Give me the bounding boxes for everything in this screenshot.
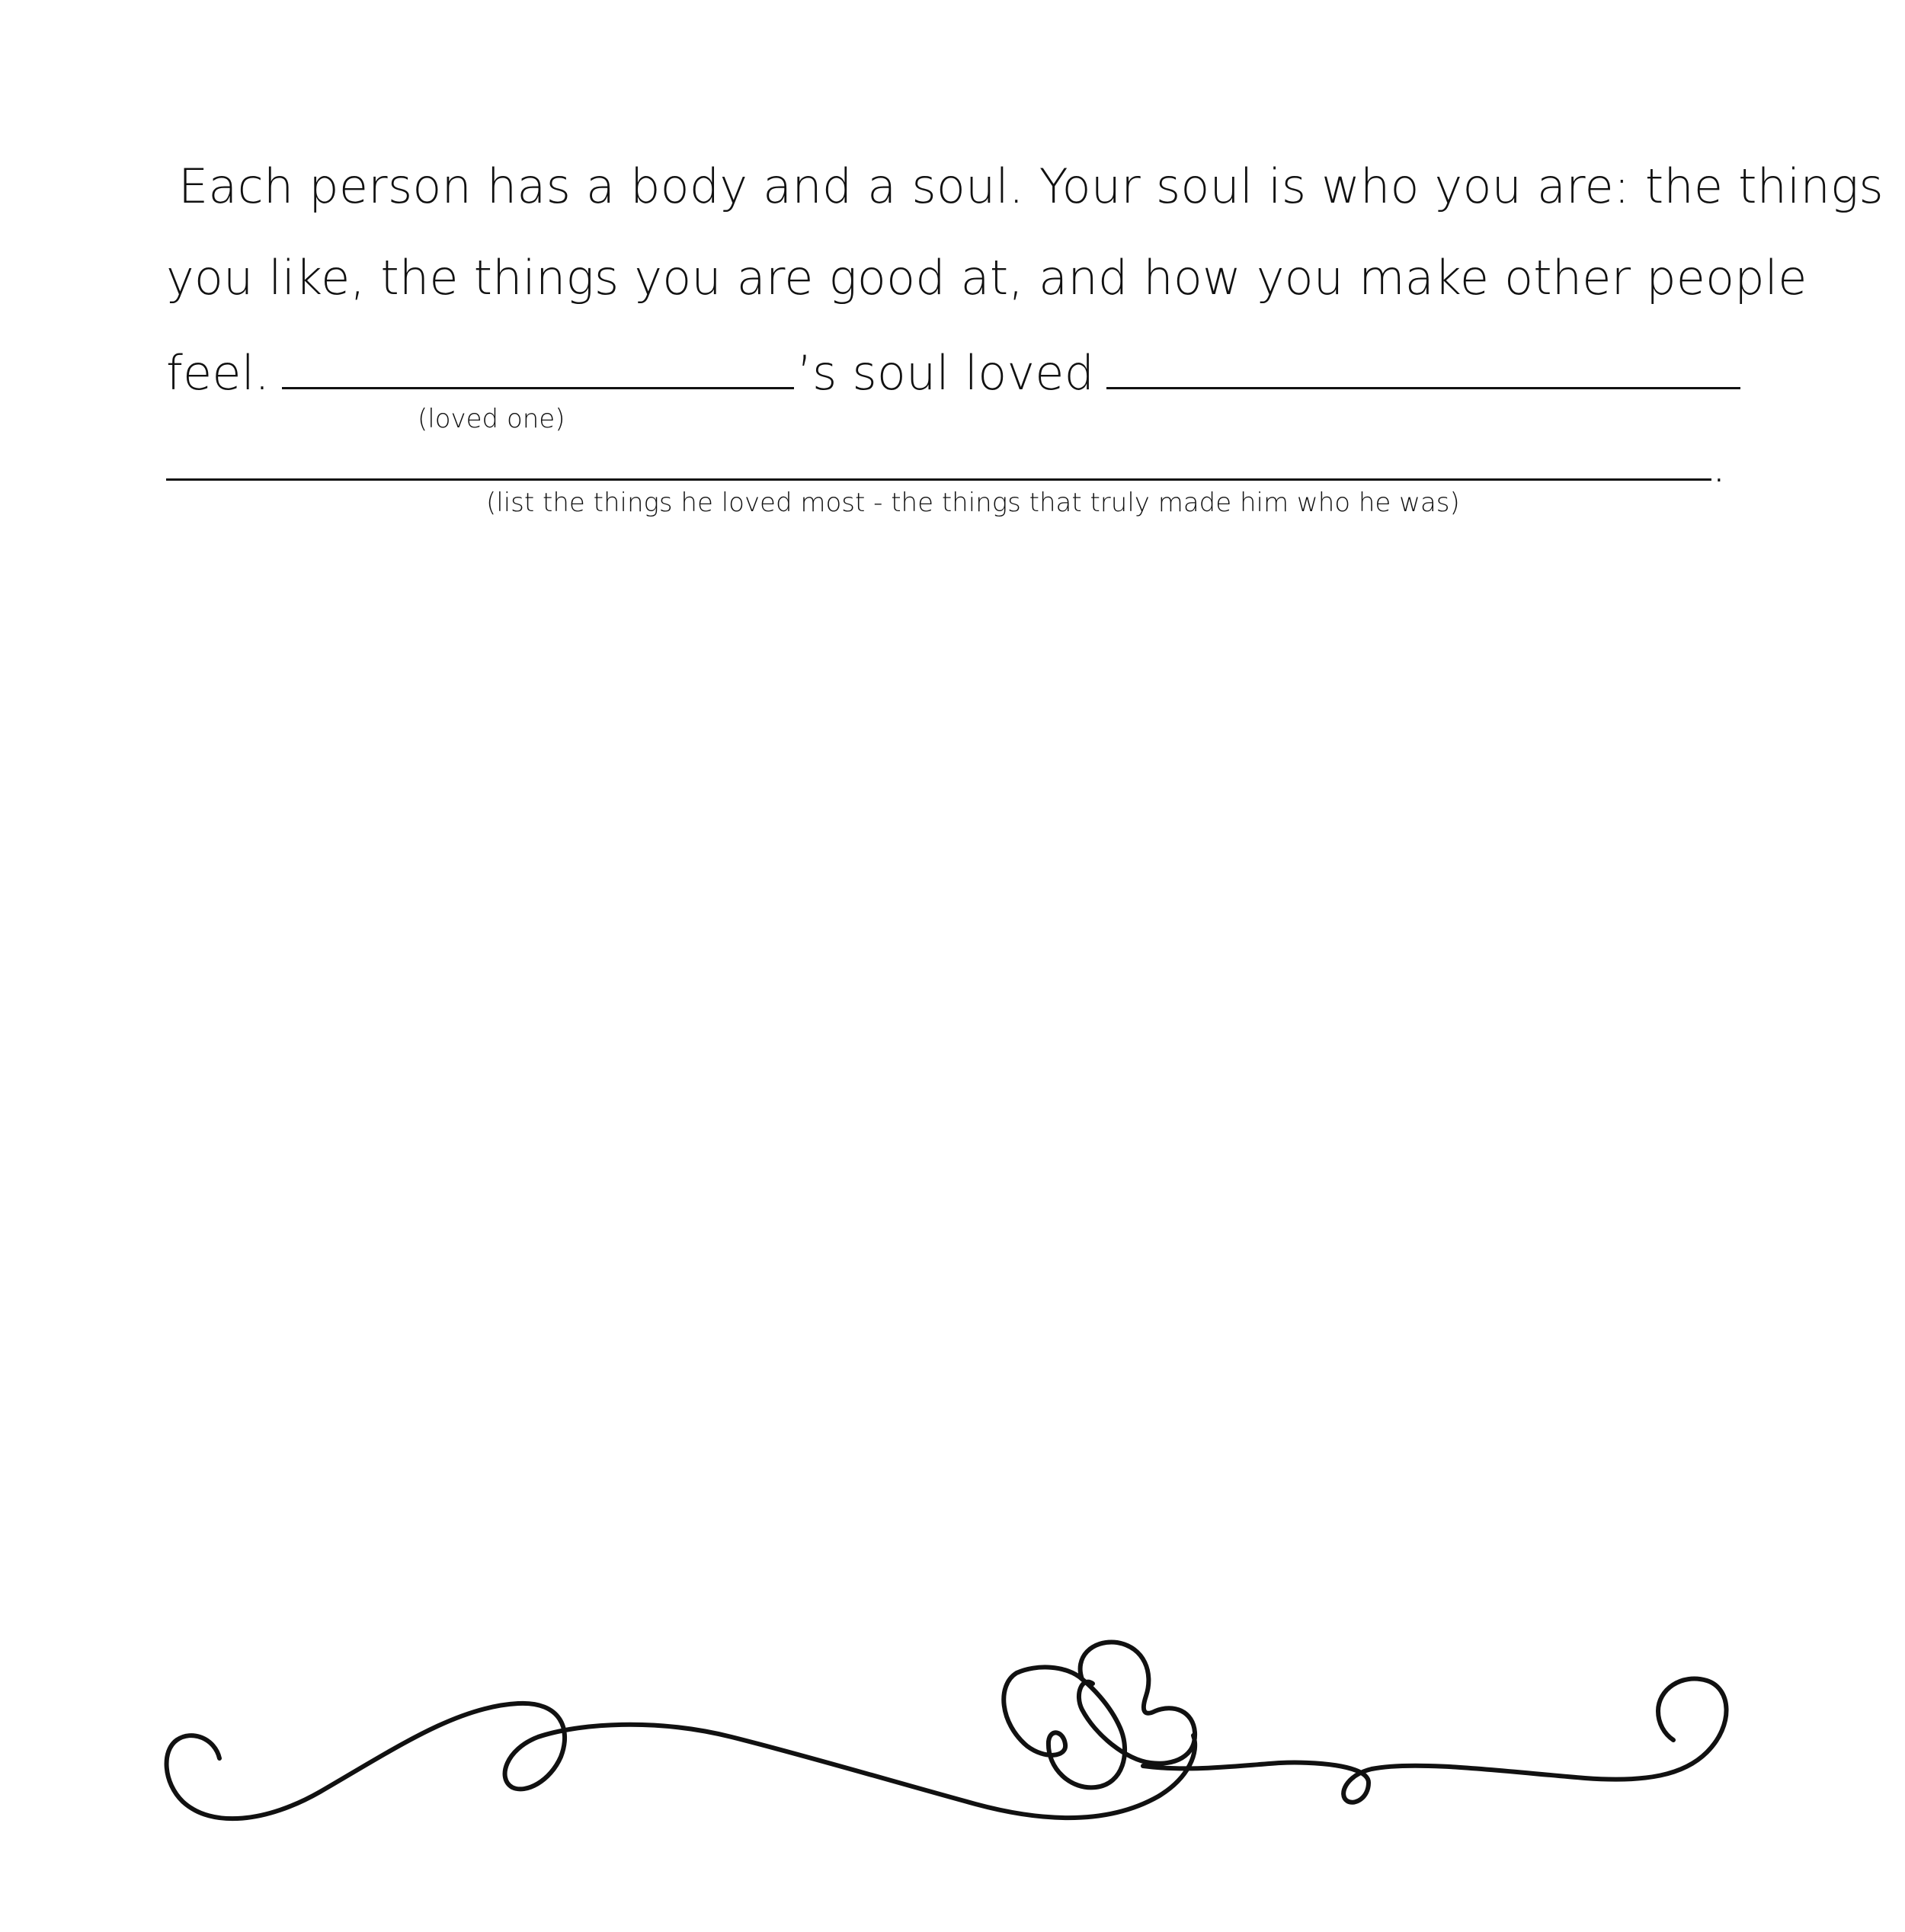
loved-one-name-blank[interactable]	[282, 346, 794, 389]
soul-loved-text: ’s soul loved	[797, 345, 1095, 401]
loved-one-hint: (loved one)	[418, 404, 565, 434]
sentence-period: .	[1711, 437, 1727, 493]
loved-things-blank[interactable]	[166, 478, 1711, 481]
soul-loved-blank[interactable]	[1106, 346, 1740, 389]
paragraph-line-3	[166, 345, 1740, 401]
flourish-left-swirl	[167, 1703, 1196, 1818]
flourish-center-knot	[1004, 1643, 1195, 1788]
loved-things-hint: (list the things he loved most - the things that truly made him who he was)	[486, 488, 1460, 518]
flourish-right-tail	[1143, 1679, 1727, 1802]
paragraph-line-2: you like, the things you are good at, and how you make other people	[166, 250, 1807, 305]
feel-text: feel.	[166, 345, 271, 401]
paragraph-line-1: Each person has a body and a soul. Your soul is who you are: the things	[178, 158, 1884, 214]
